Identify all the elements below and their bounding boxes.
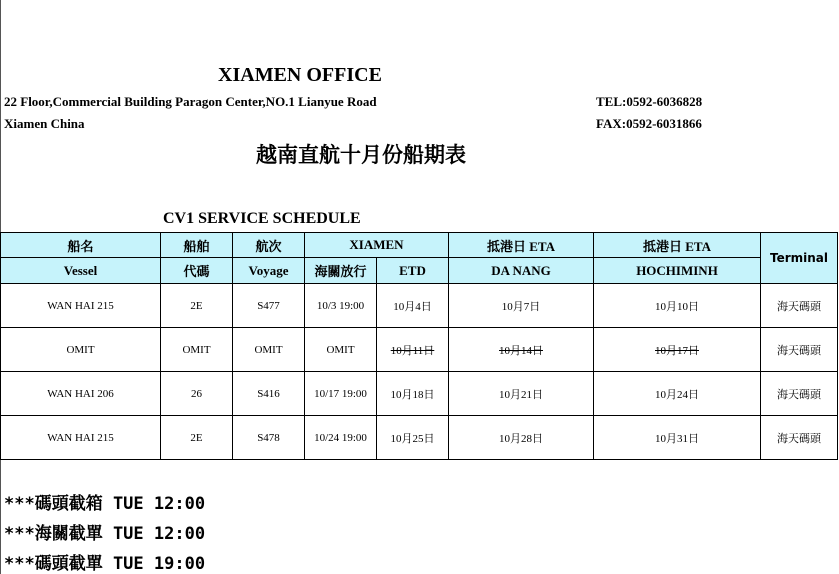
service-name: CV1 SERVICE SCHEDULE: [163, 210, 361, 227]
cell-voyage: S477: [233, 284, 305, 328]
header-danang: DA NANG: [449, 258, 594, 284]
header-hcm: HOCHIMINH: [594, 258, 761, 284]
office-address-line1: 22 Floor,Commercial Building Paragon Center,NO.1 Lianyue Road: [4, 94, 377, 109]
cell-hcm: 10月10日: [594, 284, 761, 328]
header-code-cn2: 代碼: [161, 258, 233, 284]
header-terminal: Terminal: [761, 233, 838, 284]
cell-etd: 10月18日: [377, 372, 449, 416]
office-address-line2: Xiamen China: [4, 116, 85, 131]
cell-danang: 10月14日: [449, 328, 594, 372]
cell-code: 26: [161, 372, 233, 416]
office-fax: FAX:0592-6031866: [596, 116, 702, 131]
table-row: [1, 284, 838, 328]
note-document-cutoff: ***碼頭截單 TUE 19:00: [4, 554, 206, 574]
office-tel: TEL:0592-6036828: [596, 94, 703, 109]
cell-customs: 10/17 19:00: [305, 372, 377, 416]
cell-terminal: 海天碼頭: [761, 416, 838, 460]
cell-terminal: 海天碼頭: [761, 372, 838, 416]
header-customs: 海關放行: [305, 258, 377, 284]
cell-vessel: OMIT: [1, 328, 161, 372]
cell-hcm: 10月31日: [594, 416, 761, 460]
header-vessel-en: Vessel: [1, 258, 161, 284]
schedule-title: 越南直航十月份船期表: [256, 142, 466, 167]
cell-danang: 10月28日: [449, 416, 594, 460]
cell-hcm: 10月24日: [594, 372, 761, 416]
cell-hcm: 10月17日: [594, 328, 761, 372]
cell-vessel: WAN HAI 215: [1, 284, 161, 328]
header-row-2: [1, 258, 838, 284]
cell-customs: OMIT: [305, 328, 377, 372]
cell-customs: 10/24 19:00: [305, 416, 377, 460]
cell-vessel: WAN HAI 206: [1, 372, 161, 416]
header-voyage-cn: 航次: [233, 233, 305, 258]
table-row: [1, 328, 838, 372]
cell-code: 2E: [161, 284, 233, 328]
cell-etd: 10月11日: [377, 328, 449, 372]
header-xiamen: XIAMEN: [305, 233, 449, 258]
header-eta-danang: 抵港日 ETA: [449, 233, 594, 258]
cell-etd: 10月4日: [377, 284, 449, 328]
table-row: [1, 416, 838, 460]
header-voyage-en: Voyage: [233, 258, 305, 284]
cell-customs: 10/3 19:00: [305, 284, 377, 328]
office-title: XIAMEN OFFICE: [218, 64, 382, 86]
note-customs-cutoff: ***海關截單 TUE 12:00: [4, 524, 206, 544]
cell-code: 2E: [161, 416, 233, 460]
note-terminal-cutoff: ***碼頭截箱 TUE 12:00: [4, 494, 206, 514]
cell-vessel: WAN HAI 215: [1, 416, 161, 460]
cell-danang: 10月7日: [449, 284, 594, 328]
cell-code: OMIT: [161, 328, 233, 372]
cell-voyage: S416: [233, 372, 305, 416]
schedule-table: [0, 232, 838, 460]
header-row-1: [1, 233, 838, 258]
cell-etd: 10月25日: [377, 416, 449, 460]
header-vessel-cn: 船名: [1, 233, 161, 258]
cell-terminal: 海天碼頭: [761, 328, 838, 372]
table-row: [1, 372, 838, 416]
cell-voyage: S478: [233, 416, 305, 460]
cell-danang: 10月21日: [449, 372, 594, 416]
header-etd: ETD: [377, 258, 449, 284]
header-eta-hcm: 抵港日 ETA: [594, 233, 761, 258]
cell-voyage: OMIT: [233, 328, 305, 372]
header-code-cn: 船舶: [161, 233, 233, 258]
cell-terminal: 海天碼頭: [761, 284, 838, 328]
